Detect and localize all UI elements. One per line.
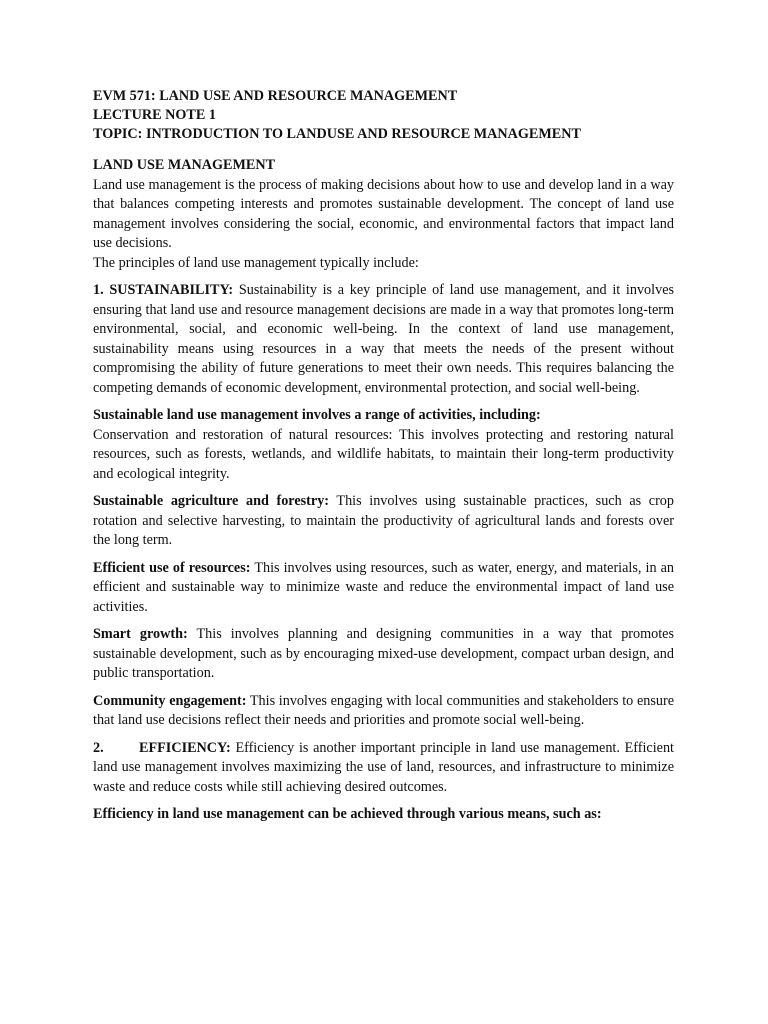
principles-intro: The principles of land use management typically include: xyxy=(93,254,419,271)
efficiency-number: 2. xyxy=(93,739,104,756)
list-item-text: This involves planning and designing communities in a way that promotes sustainable development, such as by encouraging mixed-use development, compact urban design, and public transportation. xyxy=(93,626,675,681)
list-item-lead: Smart growth: xyxy=(93,626,188,642)
list-item-lead: Sustainable agriculture and forestry: xyxy=(93,493,330,509)
list-item xyxy=(93,492,674,551)
list-item-lead: Efficient use of resources: xyxy=(93,559,251,576)
activities-heading: Sustainable land use management involves a range of activities, including: xyxy=(93,407,541,423)
sustainability-paragraph xyxy=(93,281,674,398)
efficiency-text: Efficiency is another important principle in land use management. Efficient land use management involves maximizing the use of land, resources, and infrastructure to minimize waste and reduce costs while still achieving desired outcomes. xyxy=(93,739,674,795)
list-item xyxy=(93,559,674,618)
efficiency-lead: EFFICIENCY: xyxy=(139,739,231,756)
efficiency-means-heading: Efficiency in land use management can be achieved through various means, such as: xyxy=(93,806,602,822)
intro-paragraph: Land use management is the process of making decisions about how to use and develop land in a way that balances competing interests and promotes sustainable development. The concept of land use management involves considering the social, economic, and environmental factors that impact land use decisions. xyxy=(93,176,674,251)
document-page xyxy=(93,87,674,825)
section-heading: LAND USE MANAGEMENT xyxy=(93,157,276,173)
list-item-text: This involves using resources, such as water, energy, and materials, in an efficient and sustainable way to minimize waste and reduce the environmental impact of land use activities. xyxy=(93,559,674,615)
activities-block xyxy=(93,406,674,484)
list-item-lead: Community engagement: xyxy=(93,692,247,709)
list-item-text: This involves engaging with local communities and stakeholders to ensure that land use decisions reflect their needs and priorities and promote social well-being. xyxy=(93,692,674,728)
list-item xyxy=(93,625,674,684)
course-title: EVM 571: LAND USE AND RESOURCE MANAGEMENT xyxy=(93,88,458,104)
conservation-text: Conservation and restoration of natural resources: This involves protecting and restoring natural resources, such as forests, wetlands, and wildlife habitats, to maintain their long-term productivity and ecological integrity. xyxy=(93,426,674,482)
sustainability-text: Sustainability is a key principle of land use management, and it involves ensuring that land use and resource management decisions are made in a way that promotes long-term environmental, social, and economic well-being. In the context of land use management, sustainability means using resources in a way that meets the needs of the present without compromising the ability of future generations to meet their own needs. This requires balancing the competing demands of economic development, environmental protection, and social well-being. xyxy=(93,282,675,396)
sustainability-lead: 1. SUSTAINABILITY: xyxy=(93,282,234,298)
topic-title: TOPIC: INTRODUCTION TO LANDUSE AND RESOURCE MANAGEMENT xyxy=(93,126,581,142)
lecture-note-label: LECTURE NOTE 1 xyxy=(93,107,216,123)
efficiency-paragraph xyxy=(93,739,674,798)
list-item-text: This involves using sustainable practices, such as crop rotation and selective harvesting, to maintain the productivity of agricultural lands and forests over the long term. xyxy=(93,493,674,548)
list-item xyxy=(93,692,674,731)
